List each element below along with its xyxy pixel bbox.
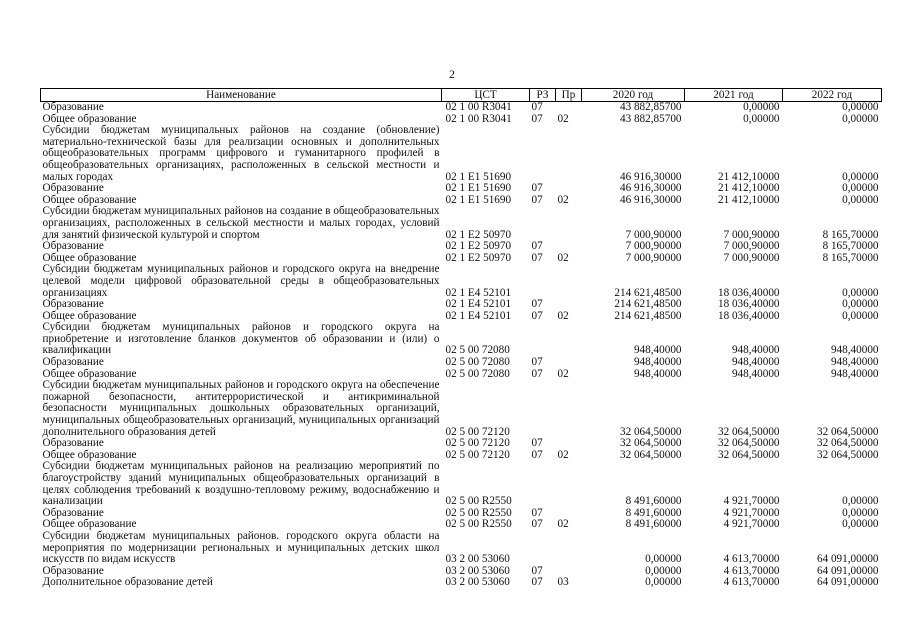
row-rz: 07 [531, 182, 543, 195]
row-cst: 02 1 E4 52101 [445, 298, 512, 311]
row-value-2020: 0,00000 [645, 564, 682, 577]
row-name: Общее образование [42, 518, 137, 531]
row-name: Образование [42, 564, 104, 577]
row-rz: 07 [531, 576, 543, 589]
row-pr: 02 [557, 251, 569, 264]
row-pr [556, 241, 582, 253]
row-value-2021: 21 412,10000 [717, 193, 780, 206]
table-row [41, 461, 882, 507]
row-cst: 02 5 00 72120 [445, 448, 510, 461]
row-pr [556, 102, 582, 114]
header-2022: 2022 год [783, 89, 882, 102]
table-row [41, 577, 882, 589]
row-value-2022: 64 091,00000 [816, 576, 879, 589]
row-pr [556, 380, 582, 438]
row-rz: 07 [531, 298, 543, 311]
row-value-2020: 32 064,50000 [619, 448, 682, 461]
row-value-2020: 46 916,30000 [619, 193, 682, 206]
row-rz: 07 [531, 251, 543, 264]
row-pr [556, 264, 582, 299]
row-name: Образование [42, 298, 104, 311]
table-row [41, 125, 882, 183]
table-body [41, 102, 882, 589]
row-value-2021: 7 000,90000 [723, 240, 780, 253]
row-value-2021: 4 613,70000 [723, 553, 780, 566]
row-value-2020: 948,40000 [633, 356, 682, 369]
row-cst: 02 1 E1 51690 [445, 182, 512, 195]
row-name: Субсидии бюджетам муниципальных районов. городского округа области на мероприятия по модернизации региональных и муниципальных детских школ искусств по видам искусств [42, 529, 440, 566]
row-value-2021: 32 064,50000 [717, 448, 780, 461]
row-cst: 03 2 00 53060 [445, 564, 510, 577]
row-cst: 02 5 00 R2550 [445, 495, 512, 508]
row-rz [530, 322, 556, 357]
row-cst: 02 1 00 R3041 [445, 101, 512, 113]
row-value-2020: 46 916,30000 [619, 170, 682, 183]
row-cst: 02 1 E2 50970 [445, 228, 512, 241]
row-rz: 07 [531, 518, 543, 531]
row-value-2021: 21 412,10000 [717, 182, 780, 195]
row-value-2021: 4 613,70000 [723, 564, 780, 577]
row-cst: 02 5 00 R2550 [445, 506, 512, 519]
row-value-2021: 948,40000 [731, 367, 780, 380]
row-value-2020: 43 882,85700 [619, 112, 682, 125]
row-value-2020: 948,40000 [633, 344, 682, 357]
row-rz [530, 206, 556, 241]
header-cst: ЦСТ [442, 89, 530, 102]
row-value-2020: 7 000,90000 [625, 240, 682, 253]
row-name: Общее образование [42, 309, 137, 322]
row-pr [556, 531, 582, 566]
row-value-2021: 948,40000 [731, 356, 780, 369]
row-value-2020: 7 000,90000 [625, 251, 682, 264]
row-rz: 07 [531, 101, 543, 113]
row-value-2022: 0,00000 [842, 101, 879, 113]
row-value-2020: 32 064,50000 [619, 425, 682, 438]
row-pr: 02 [557, 112, 569, 125]
row-value-2022: 0,00000 [842, 495, 879, 508]
row-cst: 02 5 00 72120 [445, 425, 510, 438]
row-value-2022: 0,00000 [842, 170, 879, 183]
row-value-2022: 0,00000 [842, 506, 879, 519]
row-rz: 07 [531, 367, 543, 380]
header-rz: РЗ [530, 89, 556, 102]
row-cst: 03 2 00 53060 [445, 576, 510, 589]
row-value-2021: 18 036,40000 [717, 309, 780, 322]
row-value-2021: 18 036,40000 [717, 286, 780, 299]
header-name: Наименование [41, 89, 442, 102]
row-value-2022: 948,40000 [830, 344, 879, 357]
table-row [41, 299, 882, 311]
row-value-2020: 7 000,90000 [625, 228, 682, 241]
row-value-2021: 7 000,90000 [723, 251, 780, 264]
row-pr: 02 [557, 309, 569, 322]
row-name: Субсидии бюджетам муниципальных районов на реализацию мероприятий по благоустройству зданий муниципальных общеобразовательных организаций в целях соблюдения требований к воздушно-тепловому режиму, водоснабжению и канализации [42, 460, 440, 508]
row-value-2022: 32 064,50000 [816, 437, 879, 450]
row-value-2020: 214 621,48500 [614, 286, 682, 299]
row-rz [530, 461, 556, 507]
row-value-2021: 4 613,70000 [723, 576, 780, 589]
row-value-2020: 948,40000 [633, 367, 682, 380]
table-row [41, 380, 882, 438]
row-value-2020: 46 916,30000 [619, 182, 682, 195]
row-pr [556, 206, 582, 241]
row-cst: 02 5 00 R2550 [445, 518, 512, 531]
row-name: Общее образование [42, 112, 137, 125]
header-2021: 2021 год [685, 89, 783, 102]
row-value-2022: 948,40000 [830, 367, 879, 380]
row-cst: 02 1 00 R3041 [445, 112, 512, 125]
row-rz: 07 [531, 193, 543, 206]
row-name: Субсидии бюджетам муниципальных районов на создание в общеобразовательных организациях, расположенных в сельской местности и малых городах, условий для занятий физической культурой и спортом [42, 205, 440, 241]
row-pr [556, 299, 582, 311]
row-value-2020: 43 882,85700 [619, 101, 682, 113]
table-row [41, 206, 882, 241]
row-value-2020: 214 621,48500 [614, 298, 682, 311]
row-rz [530, 380, 556, 438]
row-value-2022: 0,00000 [842, 182, 879, 195]
row-pr: 02 [557, 193, 569, 206]
row-rz: 07 [531, 240, 543, 253]
row-value-2022: 0,00000 [842, 286, 879, 299]
row-value-2020: 8 491,60000 [625, 495, 682, 508]
page-number: 2 [449, 67, 455, 81]
row-value-2022: 64 091,00000 [816, 564, 879, 577]
row-value-2022: 64 091,00000 [816, 553, 879, 566]
row-name: Субсидии бюджетам муниципальных районов и городского округа на обеспечение пожарной безопасности, антитеррористической и антикриминальной безопасности муниципальных дошкольных образовательных организаций, муниципальных общеобразовательных организаций, муниципальных организаций дополнительного образования детей [42, 379, 440, 438]
row-name: Дополнительное образование детей [42, 576, 213, 589]
header-2020: 2020 год [582, 89, 685, 102]
row-value-2021: 0,00000 [743, 101, 780, 113]
row-value-2022: 948,40000 [830, 356, 879, 369]
row-cst: 02 5 00 72080 [445, 356, 510, 369]
row-name: Образование [42, 101, 104, 113]
row-value-2022: 0,00000 [842, 112, 879, 125]
row-name: Образование [42, 240, 104, 253]
row-cst: 02 5 00 72080 [445, 367, 510, 380]
row-cst: 02 1 E2 50970 [445, 251, 512, 264]
table-row [41, 102, 882, 114]
row-name: Субсидии бюджетам муниципальных районов на создание (обновление) материально-технической базы для реализации основных и дополнительных общеобразовательных программ цифрового и гуманитарного профилей в общеобразовательных организациях, расположенных в сельской местности и малых городах [42, 124, 440, 183]
row-value-2022: 32 064,50000 [816, 448, 879, 461]
row-name: Общее образование [42, 367, 137, 380]
row-value-2020: 0,00000 [645, 576, 682, 589]
row-value-2022: 0,00000 [842, 518, 879, 531]
row-value-2020: 0,00000 [645, 553, 682, 566]
table-row [41, 264, 882, 299]
row-value-2020: 8 491,60000 [625, 518, 682, 531]
row-rz: 07 [531, 448, 543, 461]
table-row [41, 531, 882, 566]
budget-table [40, 88, 882, 589]
row-value-2022: 8 165,70000 [822, 251, 879, 264]
row-name: Общее образование [42, 193, 137, 206]
row-value-2021: 21 412,10000 [717, 170, 780, 183]
row-cst: 02 1 E4 52101 [445, 286, 512, 299]
row-pr: 02 [557, 448, 569, 461]
header-pr: Пр [556, 89, 582, 102]
row-rz [530, 264, 556, 299]
table-header [41, 89, 882, 102]
row-value-2022: 0,00000 [842, 309, 879, 322]
row-pr: 02 [557, 518, 569, 531]
row-pr: 03 [557, 576, 569, 589]
row-value-2022: 8 165,70000 [822, 240, 879, 253]
row-value-2022: 8 165,70000 [822, 228, 879, 241]
row-pr [556, 322, 582, 357]
row-rz [530, 125, 556, 183]
row-cst: 02 5 00 72120 [445, 437, 510, 450]
table-row [41, 183, 882, 195]
row-pr [556, 183, 582, 195]
row-value-2021: 0,00000 [743, 112, 780, 125]
row-value-2022: 32 064,50000 [816, 425, 879, 438]
row-value-2021: 32 064,50000 [717, 437, 780, 450]
row-value-2020: 214 621,48500 [614, 309, 682, 322]
row-value-2021: 4 921,70000 [723, 518, 780, 531]
row-cst: 02 1 E4 52101 [445, 309, 512, 322]
table-row [41, 322, 882, 357]
row-name: Субсидии бюджетам муниципальных районов и городского округа на внедрение целевой модели цифровой образовательной среды в общеобразовательных организациях [42, 263, 440, 299]
row-name: Образование [42, 182, 104, 195]
row-pr [556, 357, 582, 369]
row-value-2021: 32 064,50000 [717, 425, 780, 438]
row-rz: 07 [531, 437, 543, 450]
table-row [41, 241, 882, 253]
row-cst: 03 2 00 53060 [445, 553, 510, 566]
row-cst: 02 1 E1 51690 [445, 170, 512, 183]
row-value-2021: 4 921,70000 [723, 506, 780, 519]
row-value-2021: 7 000,90000 [723, 228, 780, 241]
row-cst: 02 5 00 72080 [445, 344, 510, 357]
row-pr [556, 461, 582, 507]
row-name: Общее образование [42, 448, 137, 461]
row-rz: 07 [531, 564, 543, 577]
row-cst: 02 1 E1 51690 [445, 193, 512, 206]
table-row [41, 357, 882, 369]
row-value-2020: 32 064,50000 [619, 437, 682, 450]
row-pr [556, 125, 582, 183]
row-value-2021: 18 036,40000 [717, 298, 780, 311]
row-rz: 07 [531, 506, 543, 519]
row-rz: 07 [531, 356, 543, 369]
row-value-2022: 0,00000 [842, 298, 879, 311]
row-rz: 07 [531, 309, 543, 322]
row-name: Образование [42, 506, 104, 519]
row-cst: 02 1 E2 50970 [445, 240, 512, 253]
row-pr: 02 [557, 367, 569, 380]
row-value-2022: 0,00000 [842, 193, 879, 206]
row-name: Образование [42, 437, 104, 450]
row-name: Субсидии бюджетам муниципальных районов и городского округа на приобретение и изготовление бланков документов об образовании и (или) о квалификации [42, 321, 440, 357]
row-rz: 07 [531, 112, 543, 125]
row-value-2020: 8 491,60000 [625, 506, 682, 519]
row-name: Общее образование [42, 251, 137, 264]
row-value-2021: 4 921,70000 [723, 495, 780, 508]
row-value-2021: 948,40000 [731, 344, 780, 357]
row-rz [530, 531, 556, 566]
row-name: Образование [42, 356, 104, 369]
